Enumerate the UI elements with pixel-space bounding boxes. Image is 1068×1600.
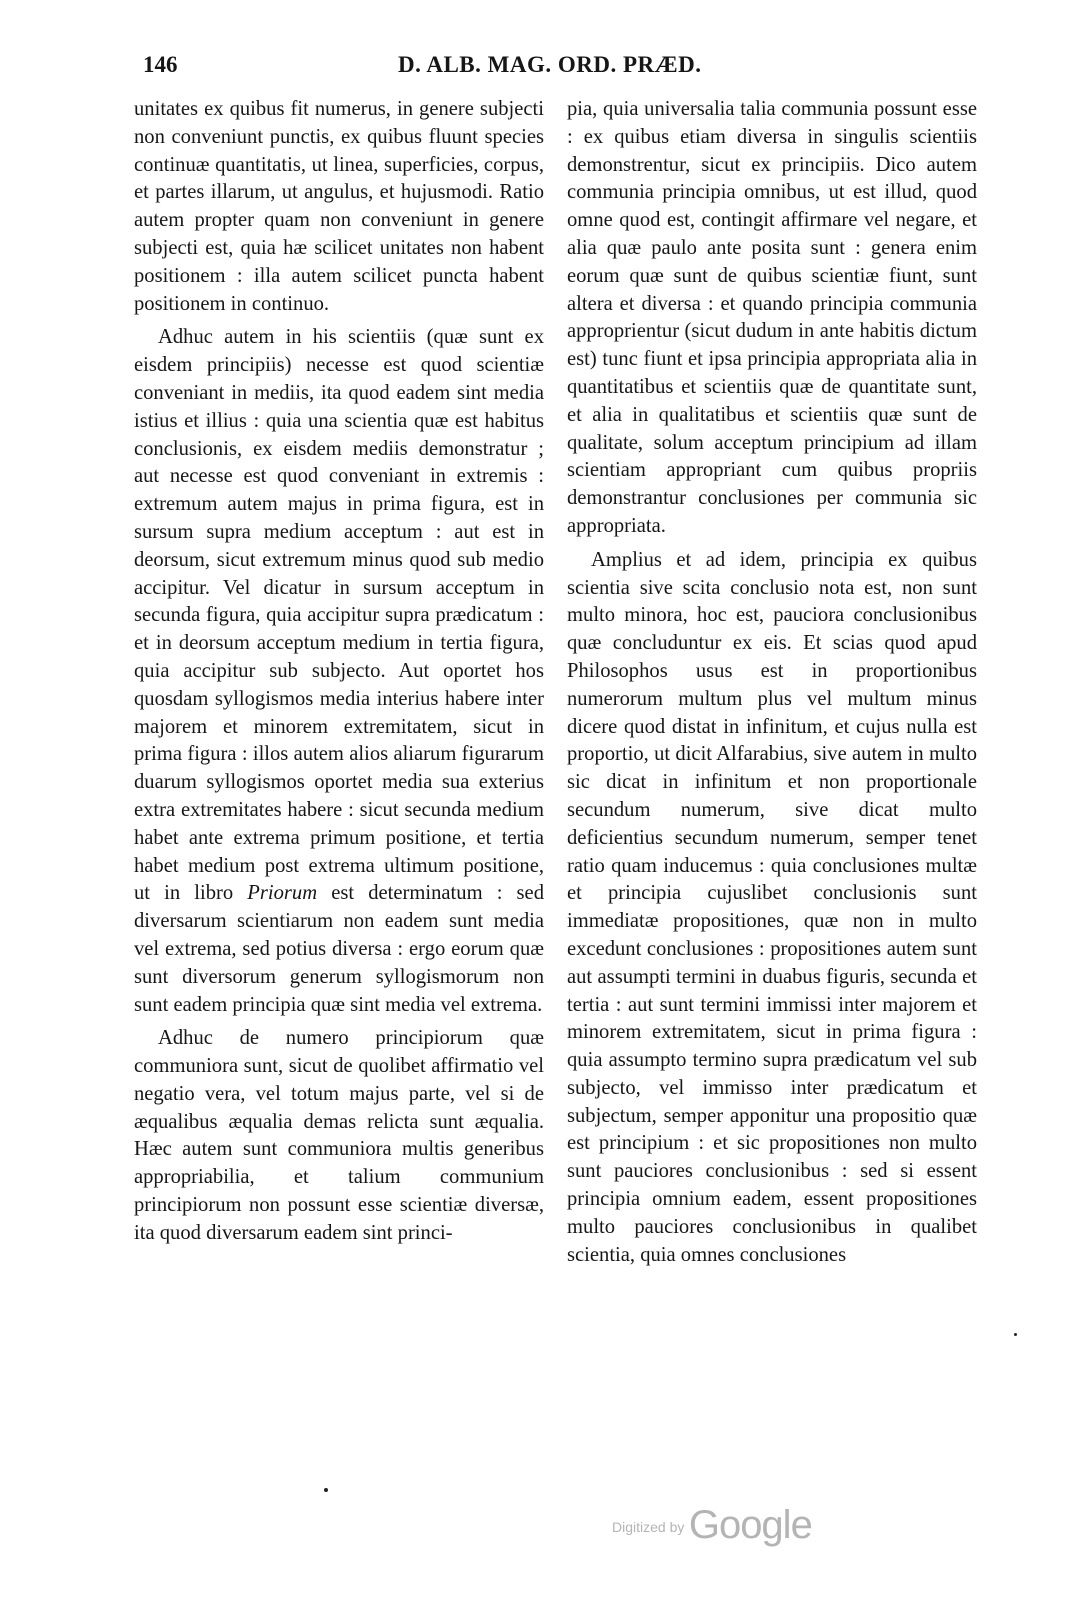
running-header	[0, 52, 1068, 86]
watermark-prefix: Digitized by	[612, 1519, 685, 1535]
ink-speck	[324, 1488, 328, 1492]
book-title-italic: Priorum	[247, 882, 318, 905]
paragraph-text: Adhuc autem in his scientiis (quæ sunt ex eisdem principiis) necesse est quod scientiæ conveniant in mediis, ita quod eadem sint media istius et illius : quia una scientia quæ est habitus conclusionis, ex eisdem mediis demonstratur ; aut necesse est quod conveniant in extremis : extremum autem majus in prima figura, est in sursum supra medium acceptum : aut est in deorsum, sicut extremum minus quod sub medio accipitur. Vel dicatur in sursum acceptum in secunda figura, quia accipitur supra prædicatum : et in deorsum acceptum medium in tertia figura, quia accipitur sub subjecto. Aut oportet hos quosdam syllogismos media interius habere inter majorem et minorem extremitatem, sicut in prima figura : illos autem alios aliarum figurarum duarum syllogismos oportet media sua exterius extra extremitates habere : sicut secunda medium habet ante extrema primum positione, et tertia habet medium post extrema ultimum positione, ut in libro	[134, 326, 544, 905]
left-column	[134, 96, 544, 1254]
paragraph: unitates ex quibus fit numerus, in genere subjecti non conveniunt punctis, ex quibus fluunt species continuæ quantitatis, ut linea, superficies, corpus, et partes illarum, ut angulus, et hujusmodi. Ratio autem propter quam non conveniunt in genere subjecti est, quia hæ scilicet unitates non habent positionem : illa autem scilicet puncta habent positionem in continuo.	[134, 98, 544, 315]
paragraph	[134, 324, 544, 1019]
paragraph: Amplius et ad idem, principia ex quibus scientia sive scita conclusio nota est, non sunt multo minora, hoc est, pauciora conclusionibus quæ concluduntur ex eis. Et scias quod apud Philosophos usus est in proportionibus numerorum multum plus vel multum minus dicere quod distat in infinitum, et cujus nulla est proportio, ut dicit Alfarabius, sive autem in multo sic dicat in infinitum et non proportionale secundum numerum, sive dicat multo deficientius secundum numerum, semper tenet ratio quam inducemus : quia conclusiones multæ et principia cujuslibet conclusionis sunt immediatæ propositiones, quæ non in multo excedunt conclusiones : propositiones autem sunt aut assumpti termini in duabus figuris, secunda et tertia : aut sunt termini immissi inter majorem et minorem extremitatem, sicut in prima figura : quia assumpto termino supra prædicatum vel sub subjecto, vel immisso inter prædicatum et subjectum, semper apponitur una propositio quæ est principium : et sic propositiones non multo sunt pauciores conclusionibus : sed si essent principia omnium eadem, essent propositiones multo pauciores conclusionibus in qualibet scientia, quia omnes conclusiones	[567, 548, 977, 1266]
digitized-watermark	[612, 1503, 812, 1548]
paragraph: pia, quia universalia talia communia possunt esse : ex quibus etiam diversa in singulis scientiis demonstrentur, sicut ex principiis. Dico autem communia principia omnibus, ut est illud, quod omne quod est, contingit affirmare vel negare, et alia quæ paulo ante posita sunt : genera enim eorum quæ sunt de quibus scientiæ fiunt, sunt altera et diversa : et quando principia communia approprientur (sicut dudum in ante habitis dictum est) tunc fiunt et ipsa principia appropriata alia in quantitatibus et scientiis quæ de quantitate sunt, et alia in qualitatibus et scientiis quæ sunt de qualitate, solum acceptum principium ad illam scientiam appropriant cum quibus propriis demonstrantur conclusiones per communia sic appropriata.	[567, 98, 977, 537]
paragraph-text: est determinatum : sed diversarum scientiarum non eadem sunt media vel extrema, sed potius diversa : ergo eorum quæ sunt diversorum generum syllogismorum non sunt eadem principia quæ sint media vel extrema.	[134, 882, 544, 1016]
running-title: D. ALB. MAG. ORD. PRÆD.	[398, 52, 702, 77]
ink-speck	[1014, 1333, 1017, 1336]
paragraph: Adhuc de numero principiorum quæ communiora sunt, sicut de quolibet affirmatio vel negatio vera, vel totum majus parte, vel si de æqualibus æqualia demas relicta sunt æqualia. Hæc autem sunt communiora multis generibus appropriabilia, et talium communium principiorum non possunt esse scientiæ diversæ, ita quod diversarum eadem sint princi-	[134, 1027, 544, 1244]
google-logo: Google	[688, 1503, 812, 1547]
page-number: 146	[143, 52, 178, 77]
right-column	[567, 96, 977, 1275]
